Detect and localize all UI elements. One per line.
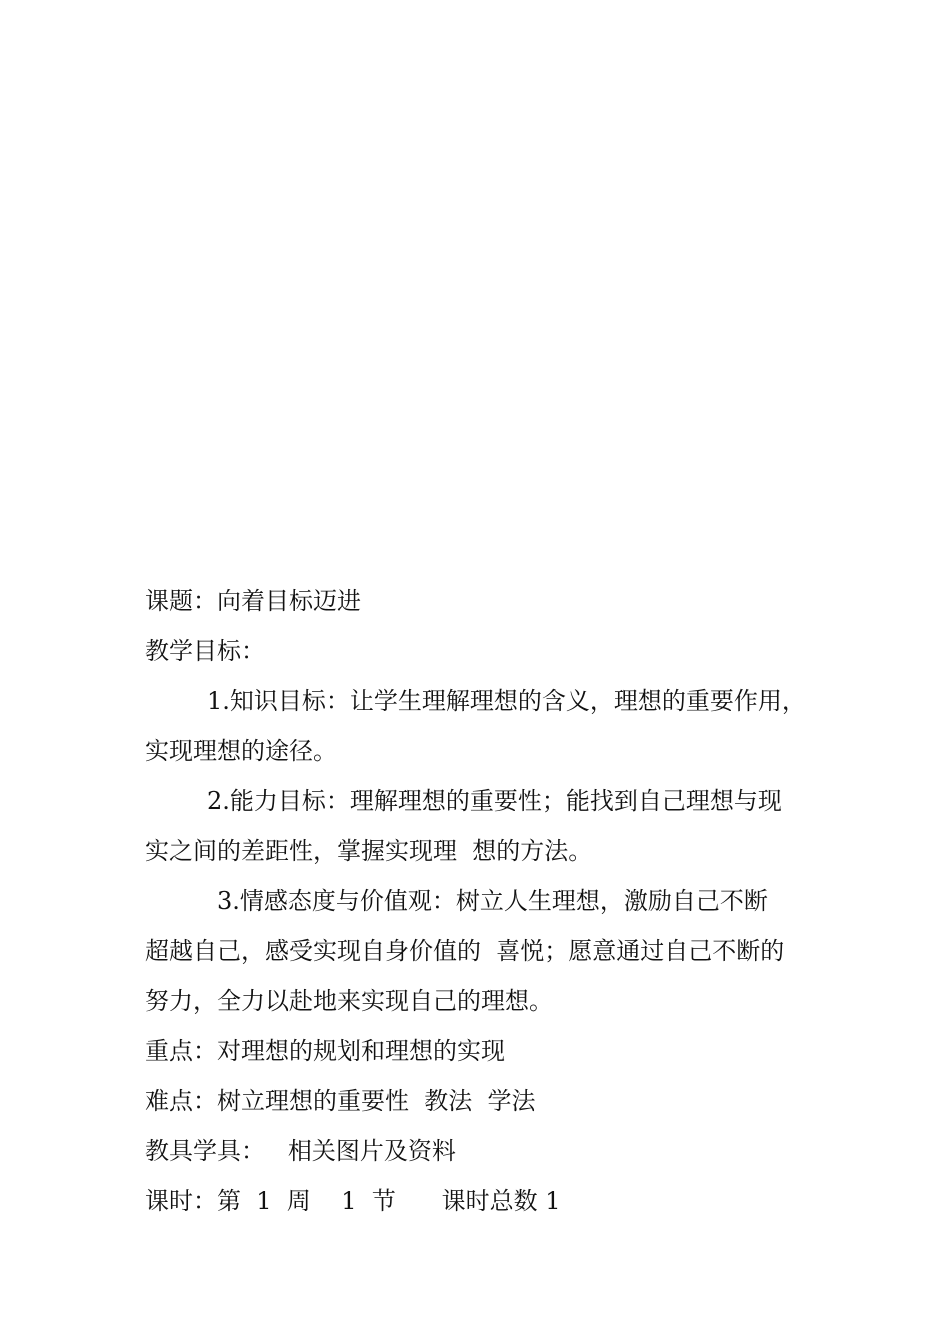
emotion-objective-line-1: 3.情感态度与价值观：树立人生理想，激励自己不断 [217, 887, 768, 915]
objectives-heading: 教学目标： [145, 637, 265, 665]
difficulty-line: 难点：树立理想的重要性 教法 学法 [145, 1087, 536, 1115]
class-hours-line: 课时：第 1 周 1 节 课时总数 1 [145, 1187, 561, 1215]
emotion-objective-line-3: 努力，全力以赴地来实现自己的理想。 [145, 987, 553, 1015]
lesson-plan-body [145, 576, 825, 1226]
emotion-objective-line-2: 超越自己，感受实现自身价值的 喜悦；愿意通过自己不断的 [145, 937, 785, 965]
ability-objective-line-1: 2.能力目标：理解理想的重要性；能找到自己理想与现 [207, 787, 782, 815]
knowledge-objective-line-2: 实现理想的途径。 [145, 737, 337, 765]
teaching-aids-line: 教具学具： 相关图片及资料 [145, 1137, 456, 1165]
topic-line: 课题：向着目标迈进 [145, 587, 361, 615]
knowledge-objective-line-1: 1.知识目标：让学生理解理想的含义，理想的重要作用， [207, 687, 806, 715]
ability-objective-line-2: 实之间的差距性，掌握实现理 想的方法。 [145, 837, 593, 865]
key-point-line: 重点：对理想的规划和理想的实现 [145, 1037, 505, 1065]
